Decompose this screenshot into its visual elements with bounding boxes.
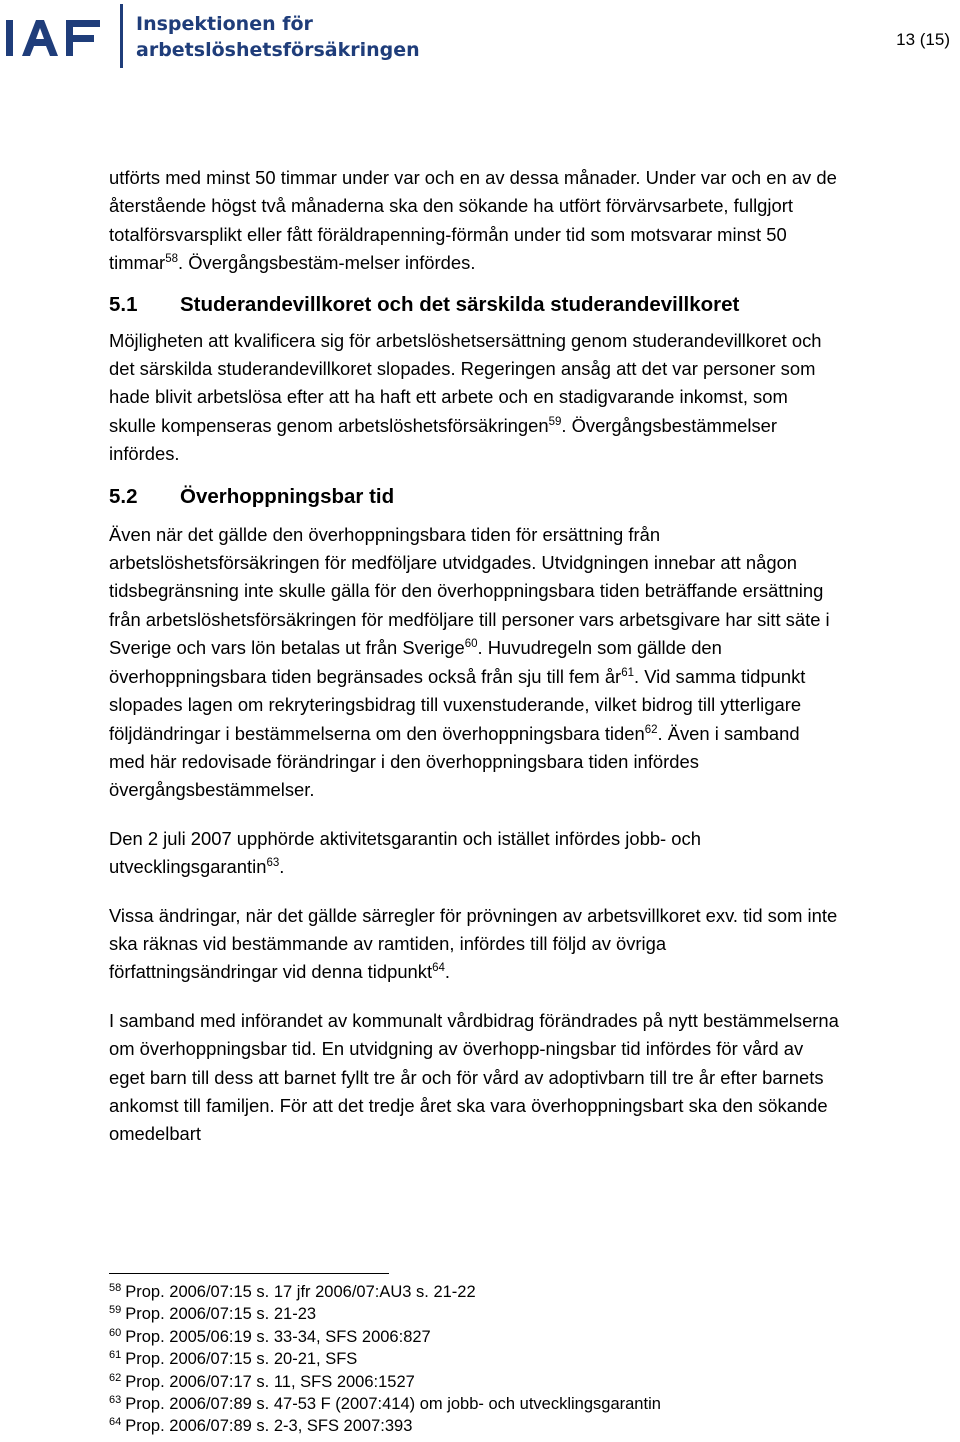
footnote-58: $^{58}$ Prop. 2006/07:15 s. 17 jfr 2006/07:AU3 s. 21-22 xyxy=(109,1282,476,1301)
footnote-64: $^{64}$ Prop. 2006/07:89 s. 2-3, SFS 2007:393 xyxy=(109,1416,413,1436)
logo-text-line1: Inspektionen för xyxy=(136,13,313,35)
document-body xyxy=(109,164,839,1149)
footnote-59: $^{59}$ Prop. 2006/07:15 s. 21-23 xyxy=(109,1304,317,1324)
footnote-ref-58[interactable]: 58 xyxy=(165,253,178,266)
paragraph-vardbidrag: I samband med införandet av kommunalt vårdbidrag förändrades på nytt bestämmelserna om överhoppningsbar tid. En utvidgning av överhopp-ningsbar tid infördes för vård av eget barn till dess att barnet fyllt tre år och för vård av adoptivbarn till tre år efter barnets ankomst till familjen. För att det tredje året ska vara överhoppningsbart ska den sökande omedelbart xyxy=(109,1009,839,1145)
section-title: Överhoppningsbar tid xyxy=(180,484,395,508)
paragraph-studerandevillkor: Möjligheten att kvalificera sig för arbetslöshetsersättning genom studerandevillkoret och det särskilda studerandevillkoret slopades. Regeringen ansåg att det var personer som hade blivit arbetslösa efter att ha haft ett arbete och en stadigvarande inkomst, som skulle kompenseras genom arbetslöshetsförsäkringen$^{59}$. Övergångsbestämmelser infördes. xyxy=(109,329,822,465)
footnote-ref-60[interactable]: 60 xyxy=(464,638,478,651)
footnote-61: $^{61}$ Prop. 2006/07:15 s. 20-21, SFS xyxy=(109,1349,358,1369)
footnote-ref-63[interactable]: 63 xyxy=(266,857,280,870)
paragraph-intro: utförts med minst 50 timmar under var och en av dessa månader. Under var och en av de återstående högst två månaderna ska den sökande ha utfört förvärvsarbete, fullgjort totalförsvarsplikt eller fått föräldrapenning-förmån under tid som motsvarar minst 50 timmar$^{58}$. Övergångsbestäm-melser infördes. xyxy=(109,167,837,274)
footnote-62: $^{62}$ Prop. 2006/07:17 s. 11, SFS 2006:1527 xyxy=(109,1371,415,1391)
section-number: 5.2 xyxy=(109,484,138,508)
footnote-60: $^{60}$ Prop. 2005/06:19 s. 33-34, SFS 2006:827 xyxy=(109,1326,431,1346)
footnotes xyxy=(109,1281,661,1438)
footnote-63: $^{63}$ Prop. 2006/07:89 s. 47-53 F (2007:414) om jobb- och utvecklingsgarantin xyxy=(109,1394,661,1414)
section-heading-5-1 xyxy=(109,291,839,319)
paragraph-overhoppningsbar: Även när det gällde den överhoppningsbara tiden för ersättning från arbetslöshetsförsäkringen för medföljare utvidgades. Utvidgningen innebar att någon tidsbegränsning inte skulle gälla för den överhoppningsbara tiden beträffande ersättning från arbetslöshetsförsäkringen för medföljare till personer vars arbetsgivare har sitt säte i Sverige och vars lön betalas ut från Sverige$^{60}$. Huvudregeln som gällde den överhoppningsbara tiden begränsades också från sju till fem $år^{61}$. Vid samma tidpunkt slopades lagen om rekryteringsbidrag till vuxenstuderande, vilket bidrog till ytterligare följdändringar i bestämmelserna om den överhoppningsbara tiden$^{62}$. Även i samband med här redovisade förändringar i den överhoppningsbara tiden infördes övergångsbestämmelser. xyxy=(109,523,830,801)
footnote-ref-62[interactable]: 62 xyxy=(644,723,658,736)
page-number: 13 (15) xyxy=(896,30,950,49)
section-heading-5-2 xyxy=(109,483,839,511)
paragraph-aktivitetsgaranti: Den 2 juli 2007 upphörde aktivitetsgarantin och istället infördes jobb- och utvecklingsgarantin$^{63}$. xyxy=(109,827,701,878)
section-title: Studerandevillkoret och det särskilda studerandevillkoret xyxy=(180,292,740,316)
footnote-ref-59[interactable]: 59 xyxy=(548,415,562,428)
footnote-separator xyxy=(109,1273,389,1274)
paragraph-sarregler: Vissa ändringar, när det gällde särregler för prövningen av arbetsvillkoret exv. tid som inte ska räknas vid bestämmande av ramtiden, infördes till följd av övriga författningsändringar vid denna tidpunkt$^{64}$. xyxy=(109,904,838,983)
section-number: 5.1 xyxy=(109,292,138,316)
logo-divider xyxy=(120,4,123,68)
iaf-logo-mark xyxy=(4,18,104,58)
footnote-ref-64[interactable]: 64 xyxy=(432,962,445,975)
footnote-ref-61[interactable]: 61 xyxy=(621,666,634,679)
logo-text-line2: arbetslöshetsförsäkringen xyxy=(136,39,420,61)
